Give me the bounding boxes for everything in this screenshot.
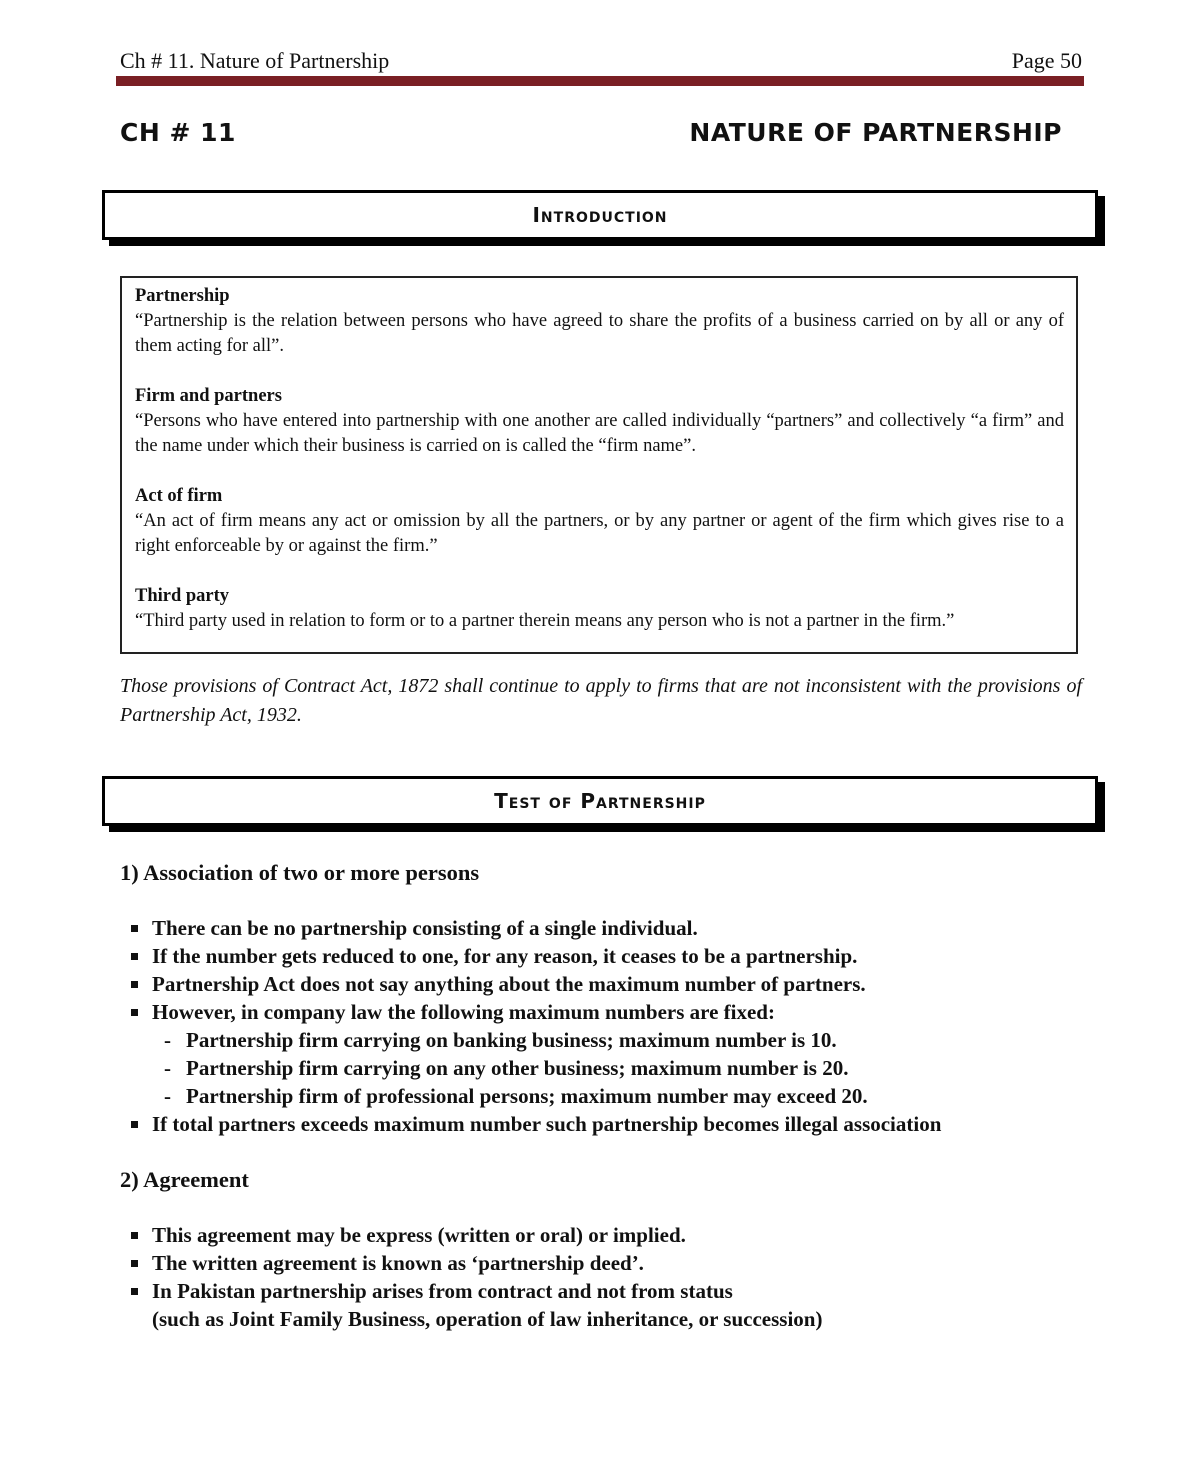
- dash-icon: -: [164, 1028, 171, 1052]
- list-item-continuation: (such as Joint Family Business, operation of law inheritance, or succession): [152, 1307, 823, 1331]
- bullet-icon: [131, 953, 138, 960]
- definition-text: “Partnership is the relation between persons who have agreed to share the profits of a business carried on by all or any of them acting for all”.: [135, 311, 1064, 356]
- bullet-icon: [131, 1121, 138, 1128]
- page-number: Page 50: [1011, 48, 1082, 73]
- bullet-list: [120, 1221, 1082, 1305]
- section-title: Introduction: [532, 203, 668, 227]
- list-item: This agreement may be express (written or oral) or implied.: [120, 1221, 1082, 1249]
- list-item: If total partners exceeds maximum number such partnership becomes illegal association: [120, 1110, 1082, 1138]
- chapter-title: NATURE OF PARTNERSHIP: [689, 118, 1062, 147]
- subsection-heading: 2) Agreement: [120, 1167, 249, 1192]
- list-item: In Pakistan partnership arises from contract and not from status: [120, 1277, 1082, 1305]
- definition-item: [135, 484, 1064, 559]
- section-introduction: [102, 190, 1098, 240]
- chapter-title-line: [120, 118, 1062, 158]
- sub-list-item: - Partnership firm carrying on any other business; maximum number is 20.: [164, 1056, 849, 1080]
- definition-item: [135, 284, 1064, 359]
- sub-list-item: - Partnership firm of professional persons; maximum number may exceed 20.: [164, 1084, 868, 1108]
- bullet-list: [120, 914, 1082, 1026]
- bullet-icon: [131, 1260, 138, 1267]
- contract-act-note: Those provisions of Contract Act, 1872 shall continue to apply to firms that are not inconsistent with the provisions of Partnership Act, 1932.: [120, 675, 1082, 726]
- definition-text: “Third party used in relation to form or to a partner therein means any person who is not a partner in the firm.”: [135, 611, 955, 631]
- sub-list-item: - Partnership firm carrying on banking business; maximum number is 10.: [164, 1028, 837, 1052]
- test-association: [120, 858, 1082, 1138]
- definitions-box: [120, 276, 1078, 654]
- definition-text: “Persons who have entered into partnership with one another are called individually “partners” and collectively “a firm” and the name under which their business is carried on is called the “firm name”.: [135, 411, 1064, 456]
- bullet-icon: [131, 1288, 138, 1295]
- list-item: If the number gets reduced to one, for any reason, it ceases to be a partnership.: [120, 942, 1082, 970]
- subsection-heading: 1) Association of two or more persons: [120, 860, 480, 885]
- definition-title: Partnership: [135, 286, 230, 306]
- definition-item: [135, 584, 1064, 634]
- dash-icon: -: [164, 1056, 171, 1080]
- header-chapter: Ch # 11. Nature of Partnership: [120, 48, 390, 73]
- bullet-list: [120, 1110, 1082, 1138]
- list-item: There can be no partnership consisting of a single individual.: [120, 914, 1082, 942]
- list-item: Partnership Act does not say anything about the maximum number of partners.: [120, 970, 1082, 998]
- bullet-icon: [131, 1009, 138, 1016]
- bullet-icon: [131, 1232, 138, 1239]
- section-test-of-partnership: [102, 776, 1098, 826]
- definition-title: Act of firm: [135, 486, 223, 506]
- header-rule: [116, 76, 1084, 86]
- section-title: Test of Partnership: [494, 789, 706, 813]
- definition-title: Firm and partners: [135, 386, 282, 406]
- definition-title: Third party: [135, 586, 230, 606]
- test-agreement: [120, 1165, 1082, 1333]
- dash-icon: -: [164, 1084, 171, 1108]
- chapter-number: CH # 11: [120, 118, 236, 147]
- bullet-icon: [131, 925, 138, 932]
- list-item: The written agreement is known as ‘partnership deed’.: [120, 1249, 1082, 1277]
- list-item: However, in company law the following maximum numbers are fixed:: [120, 998, 1082, 1026]
- definition-item: [135, 384, 1064, 459]
- definition-text: “An act of firm means any act or omission by all the partners, or by any partner or agent of the firm which gives rise to a right enforceable by or against the firm.”: [135, 511, 1064, 556]
- bullet-icon: [131, 981, 138, 988]
- page-header: [120, 44, 1082, 74]
